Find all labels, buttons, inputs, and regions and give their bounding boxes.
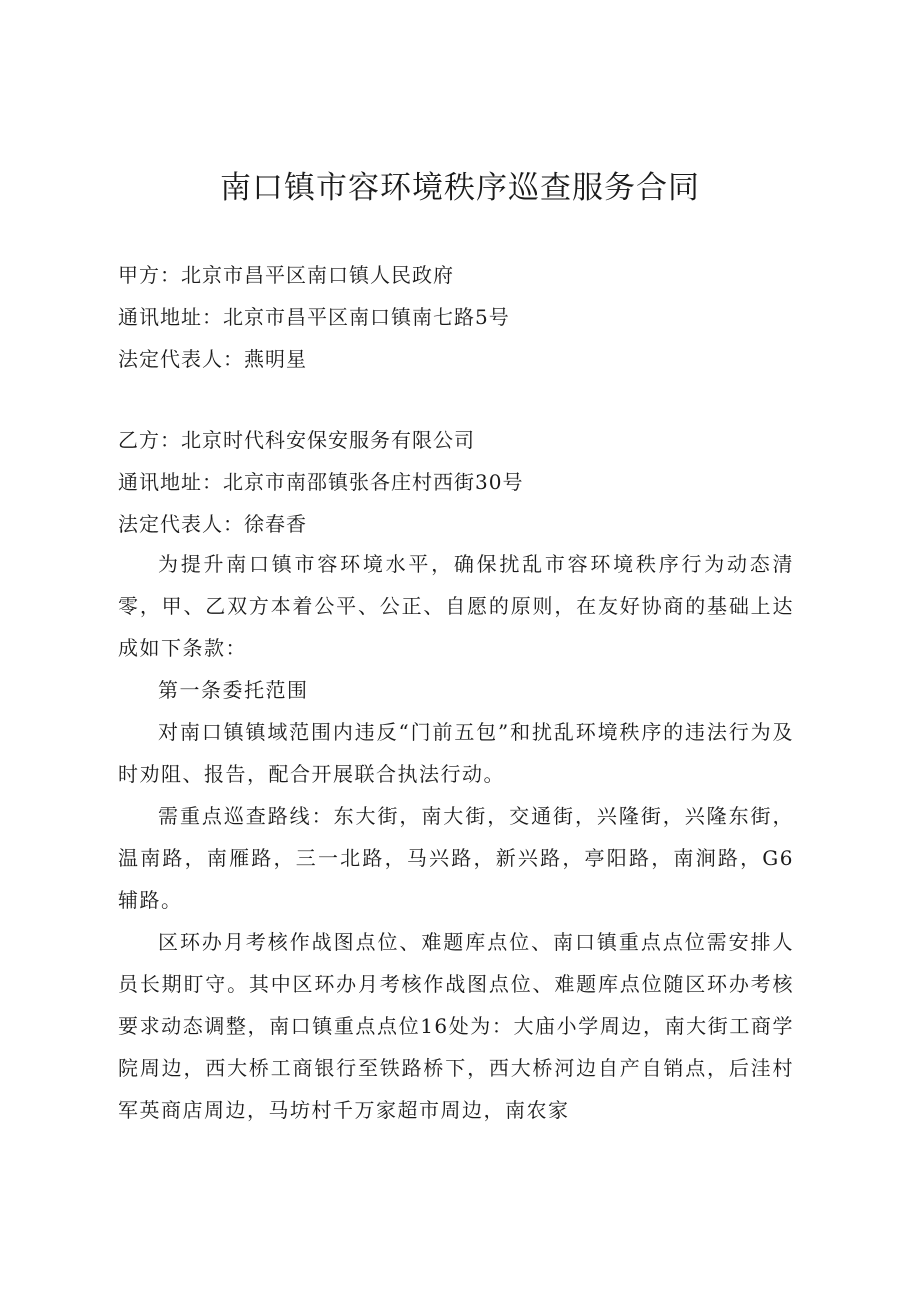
party-b-block bbox=[118, 419, 818, 545]
article-1-paragraph-1: 对南口镇镇域范围内违反“门前五包”和扰乱环境秩序的违法行为及时劝阻、报告，配合开展联合执法行动。 bbox=[118, 720, 794, 786]
party-b-name: 乙方：北京时代科安保安服务有限公司 bbox=[118, 428, 475, 452]
contract-title: 南口镇市容环境秩序巡查服务合同 bbox=[220, 170, 700, 206]
party-a-address: 通讯地址：北京市昌平区南口镇南七路5号 bbox=[118, 305, 510, 329]
article-1-paragraph-3: 区环办月考核作战图点位、难题库点位、南口镇重点点位需安排人员长期盯守。其中区环办月考核作战图点位、难题库点位随区环办考核要求动态调整，南口镇重点点位16处为：大庙小学周边，南大街工商学院周边，西大桥工商银行至铁路桥下，西大桥河边自产自销点，后洼村军英商店周边，马坊村千万家超市周边，南农家 bbox=[118, 930, 794, 1122]
party-a-block bbox=[118, 254, 818, 380]
party-b-address: 通讯地址：北京市南邵镇张各庄村西街30号 bbox=[118, 470, 524, 494]
article-1-paragraph-2: 需重点巡查路线：东大街，南大街，交通街，兴隆街，兴隆东街，温南路，南雁路，三一北路，马兴路，新兴路，亭阳路，南涧路，G6辅路。 bbox=[118, 804, 794, 912]
intro-paragraph: 为提升南口镇市容环境水平，确保扰乱市容环境秩序行为动态清零，甲、乙双方本着公平、公正、自愿的原则，在友好协商的基础上达成如下条款： bbox=[118, 552, 794, 660]
party-a-representative: 法定代表人：燕明星 bbox=[118, 347, 307, 371]
contract-body bbox=[118, 543, 794, 1131]
article-1-heading: 第一条委托范围 bbox=[158, 678, 309, 702]
party-b-representative: 法定代表人：徐春香 bbox=[118, 512, 307, 536]
party-a-name: 甲方：北京市昌平区南口镇人民政府 bbox=[118, 263, 454, 287]
